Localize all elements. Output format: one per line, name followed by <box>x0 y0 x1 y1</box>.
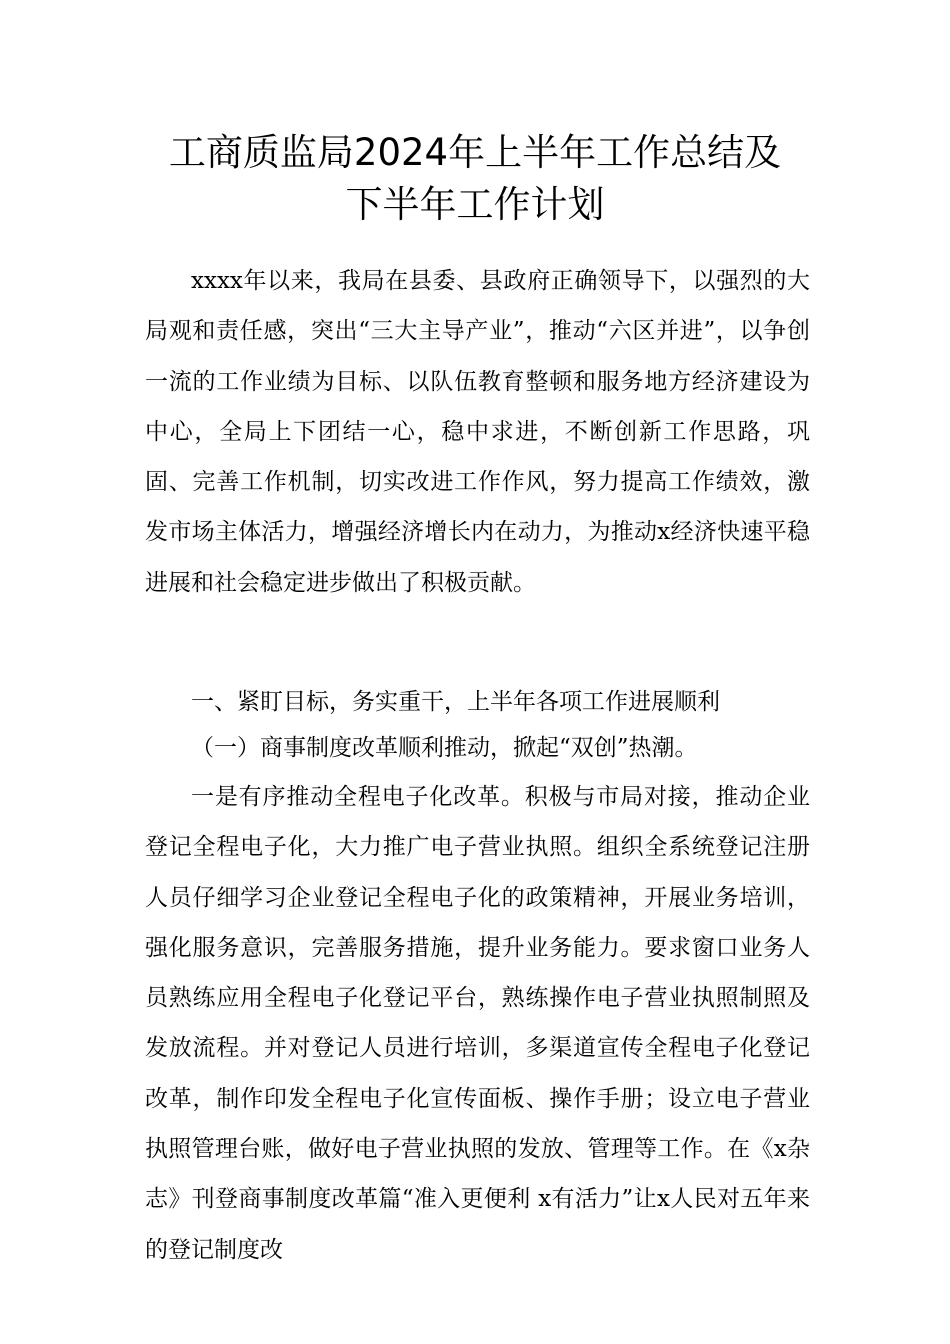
body-paragraph: 一是有序推动全程电子化改革。积极与市局对接，推动企业登记全程电子化，大力推广电子营业执照。组织全系统登记注册人员仔细学习企业登记全程电子化的政策精神，开展业务培训，强化服务意识，完善服务措施，提升业务能力。要求窗口业务人员熟练应用全程电子化登记平台，熟练操作电子营业执照制照及发放流程。并对登记人员进行培训，多渠道宣传全程电子化登记改革，制作印发全程电子化宣传面板、操作手册；设立电子营业执照管理台账，做好电子营业执照的发放、管理等工作。在《x杂志》刊登商事制度改革篇“准入更便利 x有活力”让x人民对五年来的登记制度改 <box>145 784 810 1263</box>
section-heading: 一、紧盯目标，务实重干，上半年各项工作进展顺利 <box>191 689 720 715</box>
document-title-line-2: 下半年工作计划 <box>345 183 605 226</box>
document-title-line-1: 工商质监局2024年上半年工作总结及 <box>168 131 782 174</box>
intro-paragraph: xxxx年以来，我局在县委、县政府正确领导下，以强烈的大局观和责任感，突出“三大主导产业”，推动“六区并进”，以争创一流的工作业绩为目标、以队伍教育整顿和服务地方经济建设为中心，全局上下团结一心，稳中求进，不断创新工作思路，巩固、完善工作机制，切实改进工作作风，努力提高工作绩效，激发市场主体活力，增强经济增长内在动力，为推动x经济快速平稳进展和社会稳定进步做出了积极贡献。 <box>145 268 810 596</box>
subsection-heading: （一）商事制度改革顺利推动，掀起“双创”热潮。 <box>191 735 698 761</box>
